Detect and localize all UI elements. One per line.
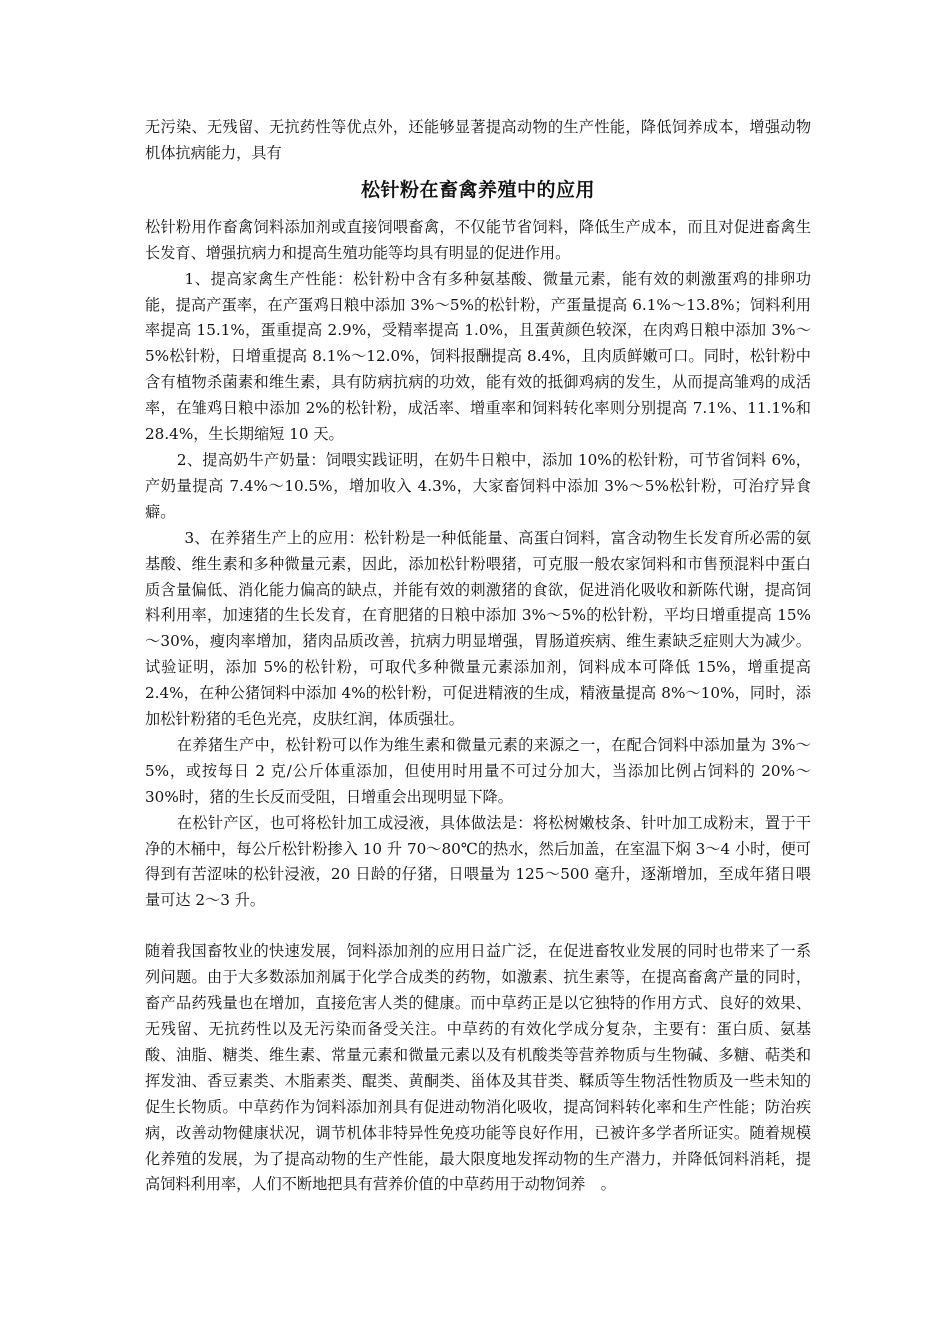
article-title: 松针粉在畜禽养殖中的应用 xyxy=(360,178,595,201)
paragraph-poultry: 1、提高家禽生产性能：松针粉中含有多种氨基酸、微量元素，能有效的刺激蛋鸡的排卵功能，提高产蛋率，在产蛋鸡日粮中添加 3%～5%的松针粉，产蛋量提高 6.1%～13.8%；饲料利用率提高 15.1%，蛋重提高 2.9%，受精率提高 1.0%，且蛋黄颜色较深，在肉鸡日粮中添加 3%～5%松针粉，日增重提高 8.1%～12.0%，饲料报酬提高 8.4%，且肉质鲜嫩可口。同时，松针粉中含有植物杀菌素和维生素，具有防病抗病的功效，能有效的抵御鸡病的发生，从而提高雏鸡的成活率，在雏鸡日粮中添加 2%的松针粉，成活率、增重率和饲料转化率则分别提高 7.1%、11.1%和 28.4%，生长期缩短 10 天。 xyxy=(145,269,811,444)
document-page xyxy=(145,115,811,1198)
paragraph-gap xyxy=(145,914,811,939)
paragraph-pig-dosage: 在养猪生产中，松针粉可以作为维生素和微量元素的来源之一，在配合饲料中添加量为 3%～5%，或按每日 2 克/公斤体重添加，但使用时用量不可过分加大，当添加比例占饲料的 20%～30%时，猪的生长反而受阻，日增重会出现明显下降。 xyxy=(145,735,811,806)
paragraph-dairy: 2、提高奶牛产奶量：饲喂实践证明，在奶牛日粮中，添加 10%的松针粉，可节省饲料 6%，产奶量提高 7.4%～10.5%，增加收入 4.3%，大家畜饲料中添加 3%～5%松针粉，可治疗异食癖。 xyxy=(145,450,811,521)
intro-fragment: 无污染、无残留、无抗药性等优点外，还能够显著提高动物的生产性能，降低饲养成本，增强动物机体抗病能力，具有 xyxy=(145,118,811,162)
paragraph-lead: 松针粉用作畜禽饲料添加剂或直接饲喂畜禽，不仅能节省饲料，降低生产成本，而且对促进畜禽生长发育、增强抗病力和提高生殖功能等均具有明显的促进作用。 xyxy=(145,217,811,262)
paragraph-herbal: 随着我国畜牧业的快速发展，饲料添加剂的应用日益广泛，在促进畜牧业发展的同时也带来了一系列问题。由于大多数添加剂属于化学合成类的药物，如激素、抗生素等，在提高畜禽产量的同时，畜产品药残量也在增加，直接危害人类的健康。而中草药正是以它独特的作用方式、良好的效果、无残留、无抗药性以及无污染而备受关注。中草药的有效化学成分复杂，主要有：蛋白质、氨基酸、油脂、糖类、维生素、常量元素和微量元素以及有机酸类等营养物质与生物碱、多糖、萜类和挥发油、香豆素类、木脂素类、醌类、黄酮类、甾体及其苷类、鞣质等生物活性物质及一些未知的促生长物质。中草药作为饲料添加剂具有促进动物消化吸收，提高饲料转化率和生产性能；防治疾病，改善动物健康状况，调节机体非特异性免疫功能等良好作用，已被许多学者所证实。随着规模化养殖的发展，为了提高动物的生产性能，最大限度地发挥动物的生产潜力，并降低饲料消耗，提高饲料利用率，人们不断地把具有营养价值的中草药用于动物饲养 。 xyxy=(145,942,811,1194)
paragraph-pigs: 3、在养猪生产上的应用：松针粉是一种低能量、高蛋白饲料，富含动物生长发育所必需的氨基酸、维生素和多种微量元素，因此，添加松针粉喂猪，可克服一般农家饲料和市售预混料中蛋白质含量偏低、消化能力偏高的缺点，并能有效的刺激猪的食欲，促进消化吸收和新陈代谢，提高饲料利用率，加速猪的生长发育，在育肥猪的日粮中添加 3%～5%的松针粉，平均日增重提高 15%～30%，瘦肉率增加，猪肉品质改善，抗病力明显增强，胃肠道疾病、维生素缺乏症则大为减少。试验证明，添加 5%的松针粉，可取代多种微量元素添加剂，饲料成本可降低 15%，增重提高 2.4%，在种公猪饲料中添加 4%的松针粉，可促进精液的生成，精液量提高 8%～10%，同时，添加松针粉猪的毛色光亮，皮肤红润，体质强壮。 xyxy=(145,528,811,729)
paragraph-infusion: 在松针产区，也可将松针加工成浸液，具体做法是：将松树嫩枝条、针叶加工成粉末，置于干净的木桶中，每公斤松针粉掺入 10 升 70～80℃的热水，然后加盖，在室温下焖 3～4 小时，便可得到有苦涩味的松针浸液，20 日龄的仔猪，日喂量为 125～500 毫升，逐渐增加，至成年猪日喂量可达 2～3 升。 xyxy=(145,813,811,910)
